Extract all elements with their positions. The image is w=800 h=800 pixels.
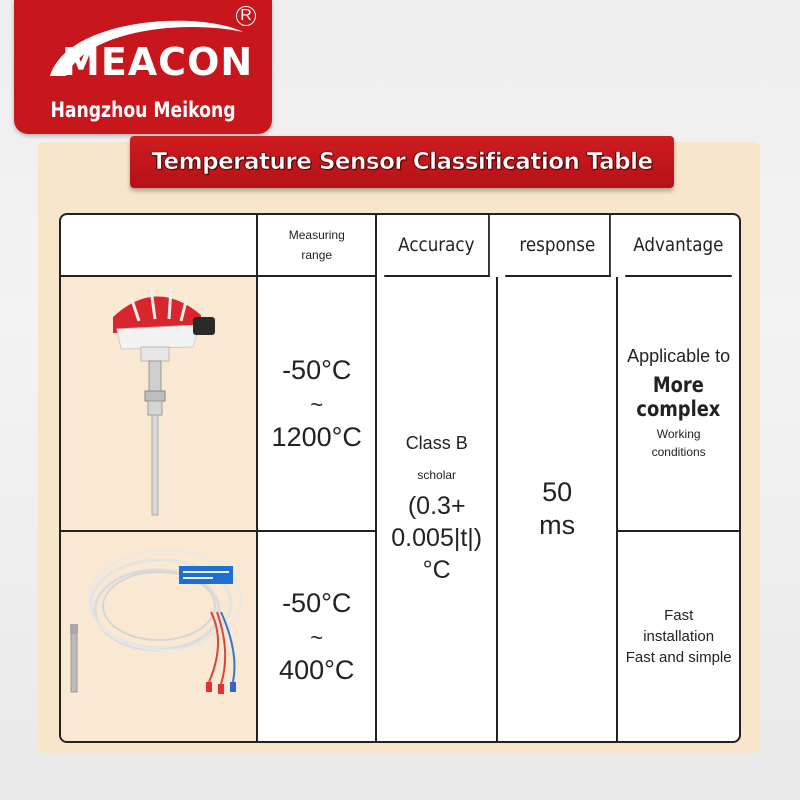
wired-probe-icon [61,532,256,736]
advantage-line1: Fast [664,607,694,624]
advantage-line3a: Working [656,427,701,441]
range-cell [258,532,377,741]
advantage-line2: installation [643,628,715,645]
range-min: -50°C [282,587,352,618]
header-row [61,215,739,277]
header-range-line2: range [301,248,333,262]
header-accuracy: Accuracy [385,215,491,277]
advantage-line3: Fast and simple [625,649,732,666]
range-cell [258,277,377,532]
header-range-line1: Measuring [288,228,345,242]
accuracy-note: scholar [417,467,457,482]
range-separator: ~ [310,624,324,650]
brand-logo [14,0,272,134]
advantage-cell [618,277,739,532]
advantage-line1: Applicable to [627,346,731,366]
brand-subtitle: Hangzhou Meikong [50,98,236,122]
accuracy-formula-line2: 0.005|t|) [391,523,483,552]
title-banner [130,136,674,188]
range-max: 400°C [279,654,355,685]
range-separator: ~ [310,391,324,417]
range-min: -50°C [282,354,352,385]
brand-name: MEACON [62,40,254,84]
accuracy-cell [377,277,497,741]
range-max: 1200°C [271,421,362,452]
registered-mark: R [236,6,256,26]
response-unit: ms [539,510,576,540]
response-value: 50 [542,477,573,507]
sensor-image-cell [61,532,258,741]
advantage-line2: More complex [636,373,721,421]
sensor-table [59,213,741,743]
advantage-cell [618,532,739,741]
advantage-line3b: conditions [651,445,706,459]
accuracy-formula-line3: °C [422,555,451,584]
sensor-image-cell [61,277,258,532]
accuracy-formula-line1: (0.3+ [407,491,466,520]
thermocouple-probe-icon [61,277,256,525]
page-title: Temperature Sensor Classification Table [151,149,653,175]
header-response: response [505,215,611,277]
header-image-cell [61,215,258,277]
response-cell [498,277,618,741]
accuracy-class: Class B [405,432,468,453]
header-advantage: Advantage [626,215,732,277]
table-row [61,277,739,532]
header-range [258,215,377,277]
